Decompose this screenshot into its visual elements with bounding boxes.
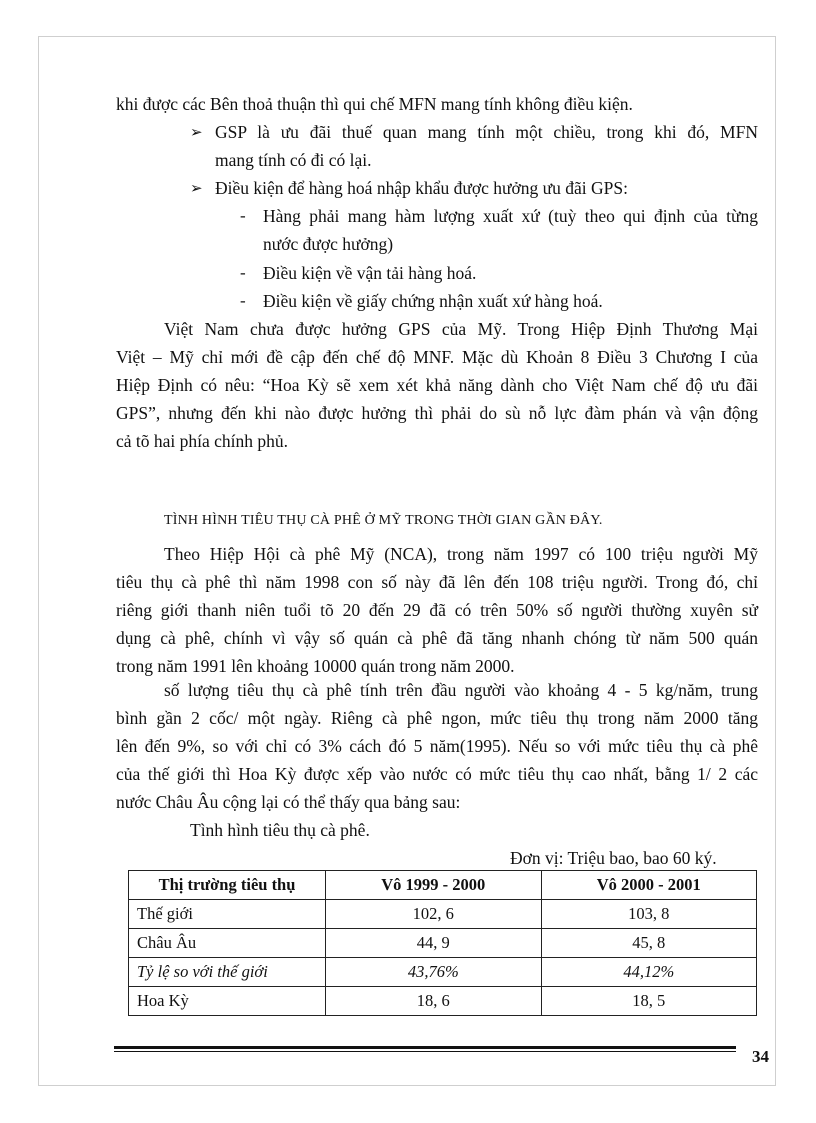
- row-value: 45, 8: [541, 929, 757, 958]
- header-market: Thị trường tiêu thụ: [129, 871, 326, 900]
- paragraph-line: dụng cà phê, chính vì vậy số quán cà phê đã tăng nhanh chóng từ năm 500 quán: [116, 628, 758, 648]
- table-row: [129, 900, 757, 929]
- row-value: 18, 5: [541, 987, 757, 1016]
- paragraph-line: tiêu thụ cà phê thì năm 1998 con số này đã lên đến 108 triệu người. Trong đó, chỉ: [116, 572, 758, 592]
- table-row: [129, 929, 757, 958]
- paragraph-line: của thế giới thì Hoa Kỳ được xếp vào nước có mức tiêu thụ cao nhất, bằng 1/ 2 các: [116, 764, 758, 784]
- paragraph-line: nước Châu Âu cộng lại có thể thấy qua bảng sau:: [116, 792, 461, 812]
- table-row: [129, 987, 757, 1016]
- paragraph-line: Việt Nam chưa được hưởng GPS của Mỹ. Trong Hiệp Định Thương Mại: [164, 319, 758, 339]
- header-season-1999: Vô 1999 - 2000: [326, 871, 542, 900]
- row-label: Hoa Kỳ: [129, 987, 326, 1016]
- paragraph-line: riêng giới thanh niên tuổi tõ 20 đến 29 đã có trên 50% số người thường xuyên sử: [116, 600, 758, 620]
- bullet-text: GSP là ưu đãi thuế quan mang tính một chiều, trong khi đó, MFN: [215, 122, 758, 142]
- paragraph-line: cả tõ hai phía chính phủ.: [116, 431, 289, 451]
- paragraph-line: Theo Hiệp Hội cà phê Mỹ (NCA), trong năm 1997 có 100 triệu người Mỹ: [164, 544, 758, 564]
- table-row: [129, 958, 757, 987]
- dash-item-text: nước được hưởng): [263, 234, 394, 254]
- row-value: 44,12%: [541, 958, 757, 987]
- paragraph-line: trong năm 1991 lên khoảng 10000 quán trong năm 2000.: [116, 656, 515, 676]
- table-header-row: [129, 871, 757, 900]
- row-label: Châu Âu: [129, 929, 326, 958]
- paragraph-line: lên đến 9%, so với chỉ có 3% cách đó 5 năm(1995). Nếu so với mức tiêu thụ cà phê: [116, 736, 758, 756]
- arrow-bullet-icon: ➢: [190, 125, 203, 141]
- dash-item-text: Điều kiện về vận tải hàng hoá.: [263, 263, 477, 283]
- paragraph-line: Hiệp Định có nêu: “Hoa Kỳ sẽ xem xét khả năng dành cho Việt Nam chế độ ưu đãi: [116, 375, 758, 395]
- row-label: Thế giới: [129, 900, 326, 929]
- paragraph-line: bình gần 2 cốc/ một ngày. Riêng cà phê ngon, mức tiêu thụ trong năm 2000 tăng: [116, 708, 758, 728]
- dash-item-text: Hàng phải mang hàm lượng xuất xứ (tuỳ theo qui định của từng: [263, 206, 758, 226]
- footer-rule: [114, 1046, 736, 1049]
- paragraph-line: khi được các Bên thoả thuận thì qui chế MFN mang tính không điều kiện.: [116, 94, 633, 114]
- row-value: 103, 8: [541, 900, 757, 929]
- row-value: 102, 6: [326, 900, 542, 929]
- page-number: 34: [752, 1047, 769, 1066]
- dash-bullet-icon: -: [240, 206, 246, 225]
- dash-bullet-icon: -: [240, 291, 246, 310]
- bullet-text: Điều kiện để hàng hoá nhập khẩu được hưởng ưu đãi GPS:: [215, 178, 628, 198]
- dash-bullet-icon: -: [240, 263, 246, 282]
- paragraph-line: số lượng tiêu thụ cà phê tính trên đầu người vào khoảng 4 - 5 kg/năm, trung: [164, 680, 758, 700]
- row-value: 44, 9: [326, 929, 542, 958]
- table-title: Tình hình tiêu thụ cà phê.: [190, 820, 370, 840]
- footer-rule-thin: [114, 1051, 736, 1052]
- consumption-table: [128, 870, 757, 1016]
- row-value: 18, 6: [326, 987, 542, 1016]
- section-heading: TÌNH HÌNH TIÊU THỤ CÀ PHÊ Ở MỸ TRONG THỜI GIAN GẦN ĐÂY.: [164, 513, 603, 528]
- row-label: Tỷ lệ so với thế giới: [129, 958, 326, 987]
- paragraph-line: GPS”, nhưng đến khi nào được hưởng thì phải do sù nỗ lực đàm phán và vận động: [116, 403, 758, 423]
- table-unit-note: Đơn vị: Triệu bao, bao 60 ký.: [510, 848, 717, 868]
- row-value: 43,76%: [326, 958, 542, 987]
- paragraph-line: Việt – Mỹ chỉ mới đề cập đến chế độ MNF. Mặc dù Khoản 8 Điều 3 Chương I của: [116, 347, 758, 367]
- arrow-bullet-icon: ➢: [190, 181, 203, 197]
- bullet-text: mang tính có đi có lại.: [215, 150, 372, 170]
- dash-item-text: Điều kiện về giấy chứng nhận xuất xứ hàng hoá.: [263, 291, 603, 311]
- header-season-2000: Vô 2000 - 2001: [541, 871, 757, 900]
